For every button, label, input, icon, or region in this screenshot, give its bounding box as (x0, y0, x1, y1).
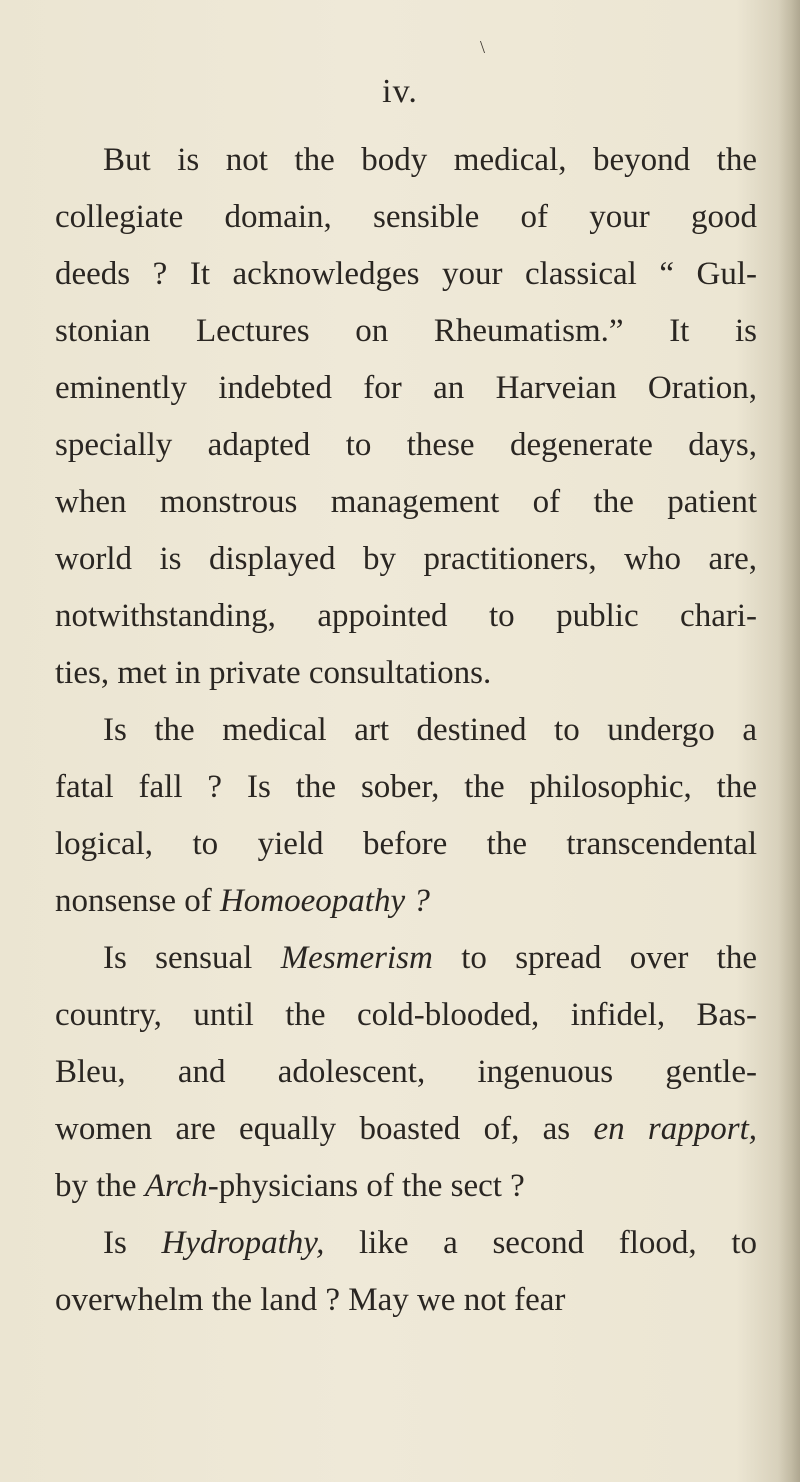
line-text: overwhelm the land ? May we not fear (55, 1282, 566, 1318)
text-line (55, 189, 757, 246)
italic-term: Hydropathy, (161, 1225, 325, 1261)
line-text-continued: like a second flood, to (324, 1225, 757, 1261)
italic-term: Homoeopathy ? (219, 883, 430, 919)
text-line (55, 360, 757, 417)
line-text-continued: to spread over the (432, 940, 757, 976)
text-line (55, 816, 757, 873)
italic-term: Arch (144, 1168, 208, 1204)
text-line (55, 1215, 757, 1272)
line-text: eminently indebted for an Harveian Oration, (55, 370, 757, 406)
line-text: Bleu, and adolescent, ingenuous gentle- (55, 1054, 757, 1090)
line-text: But is not the body medical, beyond the (103, 142, 757, 178)
text-line (55, 702, 757, 759)
page-number: iv. (382, 73, 418, 110)
text-line (55, 645, 757, 702)
text-line (55, 873, 757, 930)
line-text: fatal fall ? Is the sober, the philosophic, the (55, 769, 757, 805)
page-edge-shadow (778, 0, 800, 1482)
line-text: world is displayed by practitioners, who are, (55, 541, 757, 577)
text-line (55, 588, 757, 645)
text-line (55, 246, 757, 303)
line-text-continued: -physicians of the sect ? (207, 1168, 525, 1204)
text-line (55, 930, 757, 987)
line-text: women are equally boasted of, as (55, 1111, 594, 1147)
text-line (55, 1158, 757, 1215)
line-text: Is (103, 1225, 162, 1261)
line-text: specially adapted to these degenerate days, (55, 427, 757, 463)
text-line (55, 1101, 757, 1158)
text-line (55, 417, 757, 474)
line-text: stonian Lectures on Rheumatism.” It is (55, 313, 757, 349)
print-mark: \ (480, 37, 486, 57)
text-line (55, 759, 757, 816)
italic-term: en rapport, (593, 1111, 757, 1147)
line-text: notwithstanding, appointed to public chari- (55, 598, 757, 634)
line-text: Is the medical art destined to undergo a (103, 712, 757, 748)
text-line (55, 1044, 757, 1101)
line-text: when monstrous management of the patient (55, 484, 757, 520)
text-line (55, 1272, 757, 1329)
line-text: country, until the cold-blooded, infidel, Bas- (55, 997, 757, 1033)
body-text (55, 132, 757, 1329)
text-line (55, 132, 757, 189)
italic-term: Mesmerism (280, 940, 433, 976)
line-text: ties, met in private consultations. (55, 655, 492, 691)
text-line (55, 531, 757, 588)
line-text: by the (55, 1168, 145, 1204)
text-line (55, 303, 757, 360)
text-line (55, 474, 757, 531)
line-text: logical, to yield before the transcendental (55, 826, 757, 862)
line-text: Is sensual (103, 940, 281, 976)
line-text: nonsense of (55, 883, 220, 919)
text-line (55, 987, 757, 1044)
line-text: deeds ? It acknowledges your classical “ Gul- (55, 256, 757, 292)
line-text: collegiate domain, sensible of your good (55, 199, 757, 235)
